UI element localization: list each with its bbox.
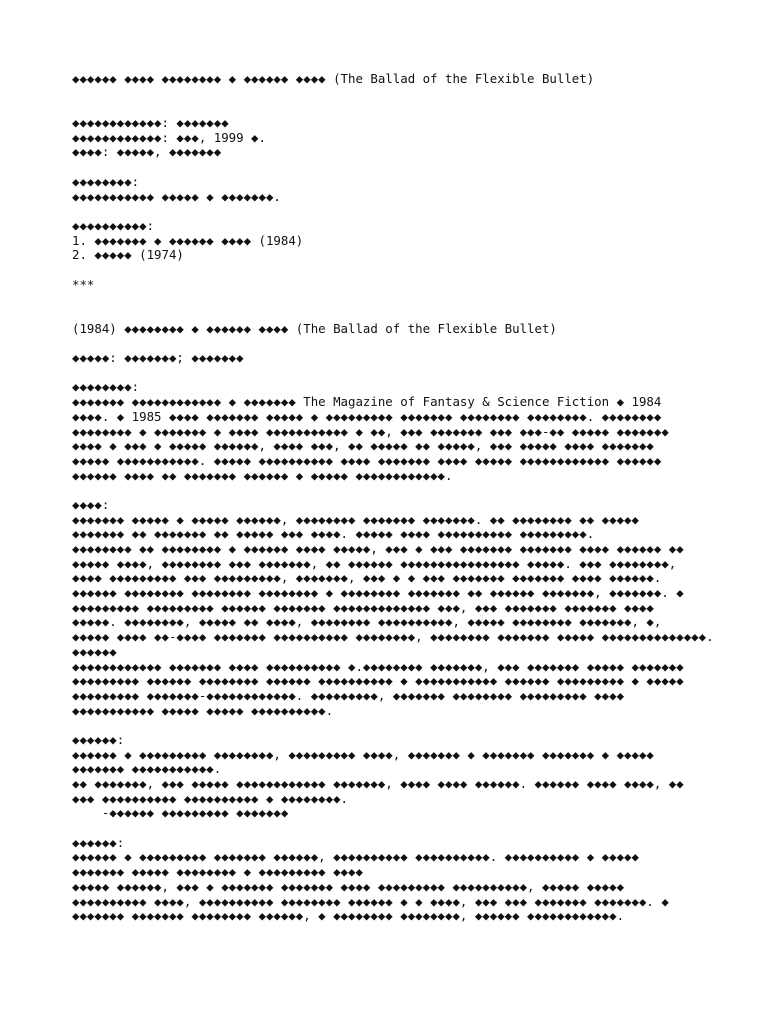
paragraph-line: ◆◆◆◆◆◆◆◆◆◆◆◆ ◆◆◆◆◆◆◆ ◆◆◆◆ ◆◆◆◆◆◆◆◆◆◆ ◆.◆◆◆◆◆◆◆◆ ◆◆◆◆◆◆◆, ◆◆◆ ◆◆◆◆◆◆◆ ◆◆◆◆◆ ◆◆◆◆◆◆◆ (72, 658, 684, 674)
meta-line: ◆◆◆◆: ◆◆◆◆◆, ◆◆◆◆◆◆◆ (72, 144, 222, 160)
section-heading: ◆◆◆◆◆◆: (72, 731, 125, 747)
paragraph-line: ◆◆◆◆◆◆ ◆◆◆◆◆◆◆◆ ◆◆◆◆◆◆◆◆ ◆◆◆◆◆◆◆◆ ◆ ◆◆◆◆◆◆◆◆ ◆◆◆◆◆◆◆ ◆◆ ◆◆◆◆◆◆ ◆◆◆◆◆◆◆, ◆◆◆◆◆◆◆. ◆ (72, 585, 684, 601)
section-heading: ◆◆◆◆◆◆: (72, 834, 125, 850)
paragraph-line: ◆◆◆◆◆◆ ◆ ◆◆◆◆◆◆◆◆◆ ◆◆◆◆◆◆◆ ◆◆◆◆◆◆, ◆◆◆◆◆◆◆◆◆◆ ◆◆◆◆◆◆◆◆◆◆. ◆◆◆◆◆◆◆◆◆◆ ◆ ◆◆◆◆◆ (72, 849, 639, 865)
review-author: -◆◆◆◆◆◆ ◆◆◆◆◆◆◆◆◆ ◆◆◆◆◆◆◆ (72, 805, 289, 821)
section-heading: ◆◆◆◆◆◆◆◆: (72, 379, 140, 395)
paragraph-line: ◆◆◆ ◆◆◆◆◆◆◆◆◆◆ ◆◆◆◆◆◆◆◆◆◆ ◆ ◆◆◆◆◆◆◆◆. (72, 790, 349, 806)
paragraph-line: ◆◆◆◆◆. ◆◆◆◆◆◆◆◆, ◆◆◆◆◆ ◆◆ ◆◆◆◆, ◆◆◆◆◆◆◆◆ ◆◆◆◆◆◆◆◆◆◆, ◆◆◆◆◆ ◆◆◆◆◆◆◆◆ ◆◆◆◆◆◆◆, ◆, (72, 614, 662, 630)
paragraph-line: ◆◆◆◆◆◆◆◆ ◆ ◆◆◆◆◆◆◆ ◆ ◆◆◆◆ ◆◆◆◆◆◆◆◆◆◆◆ ◆ ◆◆, ◆◆◆ ◆◆◆◆◆◆◆ ◆◆◆ ◆◆◆-◆◆ ◆◆◆◆◆ ◆◆◆◆◆◆◆ (72, 423, 669, 439)
book-meta (72, 116, 712, 160)
paragraph-line: ◆◆◆◆ ◆◆◆◆◆◆◆◆◆ ◆◆◆ ◆◆◆◆◆◆◆◆◆, ◆◆◆◆◆◆◆, ◆◆◆ ◆ ◆ ◆◆◆ ◆◆◆◆◆◆◆ ◆◆◆◆◆◆◆ ◆◆◆◆ ◆◆◆◆◆◆. (72, 570, 662, 586)
paragraph-line: ◆◆◆◆◆◆◆◆◆◆ ◆◆◆◆, ◆◆◆◆◆◆◆◆◆◆ ◆◆◆◆◆◆◆◆ ◆◆◆◆◆◆ ◆ ◆ ◆◆◆◆, ◆◆◆ ◆◆◆ ◆◆◆◆◆◆◆ ◆◆◆◆◆◆◆. ◆ (72, 893, 669, 909)
annotation-section (72, 380, 712, 483)
paragraph-line: ◆◆◆◆◆◆◆ ◆◆◆◆◆ ◆ ◆◆◆◆◆ ◆◆◆◆◆◆, ◆◆◆◆◆◆◆◆ ◆◆◆◆◆◆◆ ◆◆◆◆◆◆◆. ◆◆ ◆◆◆◆◆◆◆◆ ◆◆ ◆◆◆◆◆ (72, 511, 639, 527)
book-title: ◆◆◆◆◆◆ ◆◆◆◆ ◆◆◆◆◆◆◆◆ ◆ ◆◆◆◆◆◆ ◆◆◆◆ (The Ballad of the Flexible Bullet) (72, 71, 595, 86)
paragraph-line: ◆◆◆◆◆ ◆◆◆◆◆◆◆◆◆◆◆. ◆◆◆◆◆ ◆◆◆◆◆◆◆◆◆◆ ◆◆◆◆ ◆◆◆◆◆◆◆ ◆◆◆◆ ◆◆◆◆◆ ◆◆◆◆◆◆◆◆◆◆◆◆ ◆◆◆◆◆◆ (72, 452, 662, 468)
paragraph-line: ◆◆◆◆◆◆◆ ◆◆ ◆◆◆◆◆◆◆ ◆◆ ◆◆◆◆◆ ◆◆◆ ◆◆◆◆. ◆◆◆◆◆ ◆◆◆◆ ◆◆◆◆◆◆◆◆◆◆ ◆◆◆◆◆◆◆◆◆. (72, 526, 595, 542)
paragraph-line: ◆◆◆◆◆◆◆◆ ◆◆ ◆◆◆◆◆◆◆◆ ◆ ◆◆◆◆◆◆ ◆◆◆◆ ◆◆◆◆◆, ◆◆◆ ◆ ◆◆◆ ◆◆◆◆◆◆◆ ◆◆◆◆◆◆◆ ◆◆◆◆ ◆◆◆◆◆◆ ◆◆ (72, 541, 684, 556)
paragraph-line: ◆◆◆◆◆◆◆◆◆◆◆ ◆◆◆◆◆ ◆◆◆◆◆ ◆◆◆◆◆◆◆◆◆◆. (72, 702, 334, 718)
paragraph-line: ◆◆◆◆ ◆ ◆◆◆ ◆ ◆◆◆◆◆ ◆◆◆◆◆◆, ◆◆◆◆ ◆◆◆, ◆◆ ◆◆◆◆◆ ◆◆ ◆◆◆◆◆, ◆◆◆ ◆◆◆◆◆ ◆◆◆◆ ◆◆◆◆◆◆◆ (72, 438, 654, 454)
section-heading: ◆◆◆◆: (72, 496, 110, 512)
paragraph-line: ◆◆◆◆◆ ◆◆◆◆◆◆, ◆◆◆ ◆ ◆◆◆◆◆◆◆ ◆◆◆◆◆◆◆ ◆◆◆◆ ◆◆◆◆◆◆◆◆◆ ◆◆◆◆◆◆◆◆◆◆, ◆◆◆◆◆ ◆◆◆◆◆ (72, 878, 625, 894)
section-heading: ◆◆◆◆◆◆◆◆: (72, 173, 140, 189)
paragraph-line: ◆◆◆◆◆◆ ◆ ◆◆◆◆◆◆◆◆◆ ◆◆◆◆◆◆◆◆, ◆◆◆◆◆◆◆◆◆ ◆◆◆◆, ◆◆◆◆◆◆◆ ◆ ◆◆◆◆◆◆◆ ◆◆◆◆◆◆◆ ◆ ◆◆◆◆◆ (72, 746, 654, 762)
paragraph-line: ◆◆◆◆◆ ◆◆◆◆, ◆◆◆◆◆◆◆◆ ◆◆◆ ◆◆◆◆◆◆◆, ◆◆ ◆◆◆◆◆◆ ◆◆◆◆◆◆◆◆◆◆◆◆◆◆◆◆ ◆◆◆◆◆. ◆◆◆ ◆◆◆◆◆◆◆◆, (72, 555, 677, 571)
paragraph-line: ◆◆◆◆◆◆◆ ◆◆◆◆◆ ◆◆◆◆◆◆◆◆ ◆ ◆◆◆◆◆◆◆◆◆ ◆◆◆◆ (72, 864, 363, 880)
paragraph-line: ◆◆◆◆◆◆◆ ◆◆◆◆◆◆◆◆◆◆◆. (72, 761, 222, 777)
paragraph-line: ◆◆◆◆. ◆ 1985 ◆◆◆◆ ◆◆◆◆◆◆◆ ◆◆◆◆◆ ◆ ◆◆◆◆◆◆◆◆◆ ◆◆◆◆◆◆◆ ◆◆◆◆◆◆◆◆ ◆◆◆◆◆◆◆◆. ◆◆◆◆◆◆◆◆ (72, 408, 662, 424)
document-page (72, 72, 712, 924)
meta-line: ◆◆◆◆◆◆◆◆◆◆◆◆: ◆◆◆◆◆◆◆ (72, 115, 229, 131)
paragraph-line: ◆◆◆◆◆◆◆ ◆◆◆◆◆◆◆◆◆◆◆◆ ◆ ◆◆◆◆◆◆◆ The Magazine of Fantasy & Science Fiction ◆ 1984 (72, 394, 662, 410)
paragraph-line: ◆◆ ◆◆◆◆◆◆◆, ◆◆◆ ◆◆◆◆◆ ◆◆◆◆◆◆◆◆◆◆◆◆ ◆◆◆◆◆◆◆, ◆◆◆◆ ◆◆◆◆ ◆◆◆◆◆◆. ◆◆◆◆◆◆ ◆◆◆◆ ◆◆◆◆, ◆◆ (72, 776, 684, 791)
review-section (72, 733, 712, 821)
paragraph-line: ◆◆◆◆◆◆◆◆◆ ◆◆◆◆◆◆ ◆◆◆◆◆◆◆◆ ◆◆◆◆◆◆ ◆◆◆◆◆◆◆◆◆◆ ◆ ◆◆◆◆◆◆◆◆◆◆◆ ◆◆◆◆◆◆ ◆◆◆◆◆◆◆◆◆ ◆ ◆◆◆◆◆ (72, 673, 684, 689)
meta-line: ◆◆◆◆◆◆◆◆◆◆◆◆: ◆◆◆, 1999 ◆. (72, 129, 266, 145)
contents-section (72, 219, 712, 263)
contents-item: 1. ◆◆◆◆◆◆◆ ◆ ◆◆◆◆◆◆ ◆◆◆◆ (1984) (72, 232, 304, 248)
review-section (72, 836, 712, 924)
paragraph-line: ◆◆◆◆◆◆ ◆◆◆◆ ◆◆ ◆◆◆◆◆◆◆ ◆◆◆◆◆◆ ◆ ◆◆◆◆◆ ◆◆◆◆◆◆◆◆◆◆◆◆. (72, 467, 453, 483)
paragraph-line: ◆◆◆◆◆◆◆◆◆ ◆◆◆◆◆◆◆◆◆ ◆◆◆◆◆◆ ◆◆◆◆◆◆◆ ◆◆◆◆◆◆◆◆◆◆◆◆◆ ◆◆◆, ◆◆◆ ◆◆◆◆◆◆◆ ◆◆◆◆◆◆◆ ◆◆◆◆ (72, 599, 654, 615)
paragraph-line: ◆◆◆◆◆◆ (72, 643, 117, 659)
description-section (72, 175, 712, 204)
separator: *** (72, 276, 95, 292)
contents-item: 2. ◆◆◆◆◆ (1974) (72, 247, 184, 263)
paragraph-line: ◆◆◆◆◆◆◆◆◆ ◆◆◆◆◆◆◆-◆◆◆◆◆◆◆◆◆◆◆◆. ◆◆◆◆◆◆◆◆◆, ◆◆◆◆◆◆◆ ◆◆◆◆◆◆◆◆ ◆◆◆◆◆◆◆◆◆ ◆◆◆◆ (72, 687, 625, 703)
work-title: (1984) ◆◆◆◆◆◆◆◆ ◆ ◆◆◆◆◆◆ ◆◆◆◆ (The Ballad of the Flexible Bullet) (72, 320, 557, 336)
description-text: ◆◆◆◆◆◆◆◆◆◆◆ ◆◆◆◆◆ ◆ ◆◆◆◆◆◆◆. (72, 188, 281, 204)
plot-section (72, 498, 712, 718)
paragraph-line: ◆◆◆◆◆◆◆ ◆◆◆◆◆◆◆ ◆◆◆◆◆◆◆◆ ◆◆◆◆◆◆, ◆ ◆◆◆◆◆◆◆◆ ◆◆◆◆◆◆◆◆, ◆◆◆◆◆◆ ◆◆◆◆◆◆◆◆◆◆◆◆. (72, 908, 625, 924)
genre-line: ◆◆◆◆◆: ◆◆◆◆◆◆◆; ◆◆◆◆◆◆◆ (72, 350, 244, 366)
section-heading: ◆◆◆◆◆◆◆◆◆◆: (72, 217, 155, 233)
paragraph-line: ◆◆◆◆◆ ◆◆◆◆ ◆◆-◆◆◆◆ ◆◆◆◆◆◆◆ ◆◆◆◆◆◆◆◆◆◆ ◆◆◆◆◆◆◆◆, ◆◆◆◆◆◆◆◆ ◆◆◆◆◆◆◆ ◆◆◆◆◆ ◆◆◆◆◆◆◆◆◆◆◆◆◆◆. (72, 629, 714, 645)
